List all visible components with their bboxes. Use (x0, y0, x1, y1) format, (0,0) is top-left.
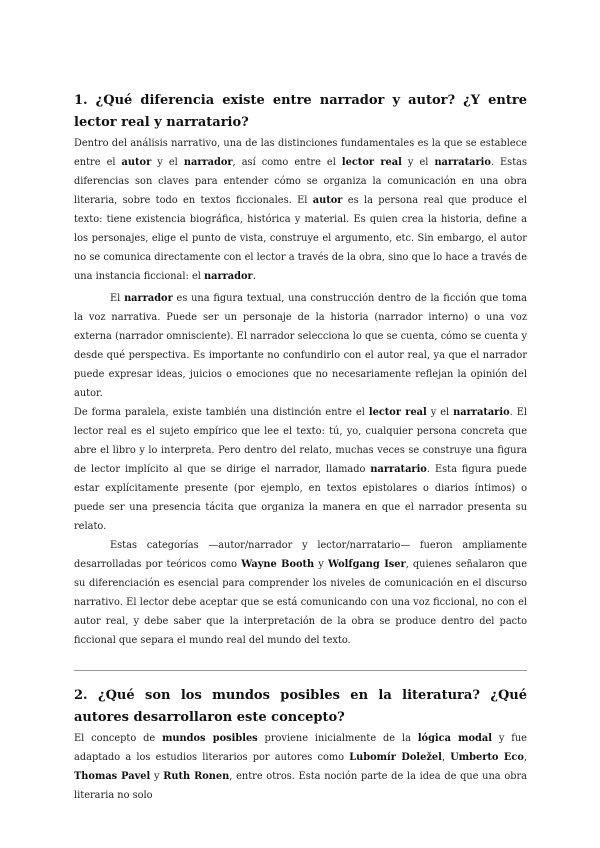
section-1-paragraph-1: Dentro del análisis narrativo, una de las distinciones fundamentales es la que se establece entre el autor y el narrador, así como entre el lector real y el narratario. Estas diferencias son claves para entender cómo se organiza la comunicación en una obra literaria, sobre todo en textos ficcionales. El autor es la persona real que produce el texto: tiene existencia biográfica, histórica y material. Es quien crea la historia, define a los personajes, elige el punto de vista, construye el argumento, etc. Sin embargo, el autor no se comunica directamente con el lector a través de la obra, sino que lo hace a través de una instancia ficcional: el narrador. (74, 138, 528, 282)
document-page (74, 90, 527, 805)
section-2-paragraph-1: El concepto de mundos posibles proviene inicialmente de la lógica modal y fue adaptado a los estudios literarios por autores como Lubomír Doležel, Umberto Eco, Thomas Pavel y Ruth Ronen, entre otros. Esta noción parte de la idea de que una obra literaria no solo (74, 733, 528, 801)
section-1-paragraph-2: El narrador es una figura textual, una construcción dentro de la ficción que toma la voz narrativa. Puede ser un personaje de la historia (narrador interno) o una voz externa (narrador omnisciente). El narrador selecciona lo que se cuenta, cómo se cuenta y desde qué perspectiva. Es importante no confundirlo con el autor real, ya que el narrador puede expresar ideas, juicios o emociones que no necesariamente reflejan la opinión del autor. (74, 293, 528, 399)
section-1-paragraph-3: De forma paralela, existe también una distinción entre el lector real y el narratario. El lector real es el sujeto empírico que lee el texto: tú, yo, cualquier persona concreta que abre el libro y lo interpreta. Pero dentro del relato, muchas veces se construye una figura de lector implícito al que se dirige el narrador, llamado narratario. Esta figura puede estar explícitamente presente (por ejemplo, en textos epistolares o diarios íntimos) o puede ser una presencia tácita que organiza la manera en que el narrador presenta su relato. (74, 407, 527, 532)
section-1-paragraph-4: Estas categorías —autor/narrador y lector/narratario— fueron ampliamente desarrolladas por teóricos como Wayne Booth y Wolfgang Iser, quienes señalaron que su diferenciación es esencial para comprender los niveles de comunicación en el discurso narrativo. El lector debe aceptar que se está comunicando con una voz ficcional, no con el autor real, y debe saber que la interpretación de la obra se produce dentro del pacto ficcional que separa el mundo real del mundo del texto. (74, 540, 528, 646)
section-divider (74, 670, 527, 671)
section-2-heading: 2. ¿Qué son los mundos posibles en la literatura? ¿Qué autores desarrollaron este concepto? (74, 688, 527, 725)
section-1-heading: 1. ¿Qué diferencia existe entre narrador y autor? ¿Y entre lector real y narratario? (74, 93, 527, 130)
